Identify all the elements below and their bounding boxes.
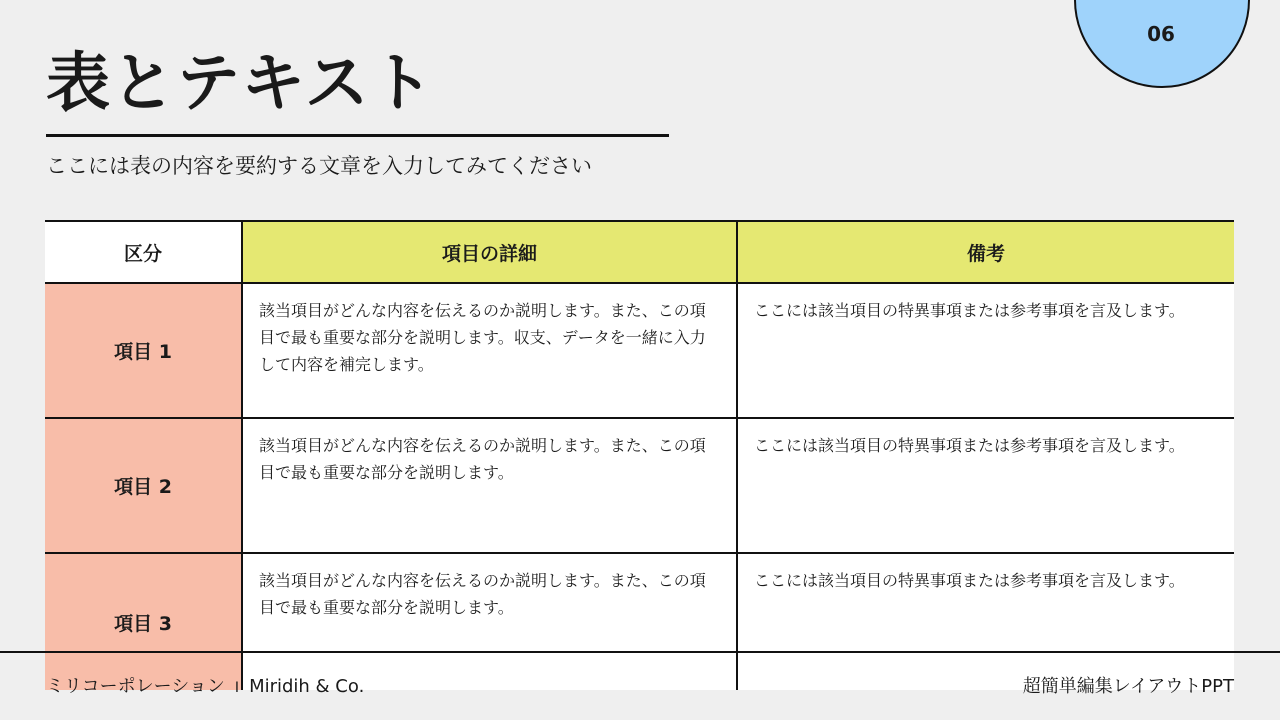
footer-separator: I	[234, 680, 240, 696]
row-category: 項目 1	[45, 283, 242, 418]
header-detail: 項目の詳細	[242, 221, 737, 283]
page-number: 06	[1147, 22, 1175, 46]
row-detail: 該当項目がどんな内容を伝えるのか説明します。また、この項目で最も重要な部分を説明します。	[242, 418, 737, 553]
company-name-en: Miridih & Co.	[249, 676, 365, 697]
row-detail: 該当項目がどんな内容を伝えるのか説明します。また、この項目で最も重要な部分を説明します。	[242, 553, 737, 690]
header-category: 区分	[45, 221, 242, 283]
company-name-jp: ミリコーポレーション	[46, 676, 225, 697]
slide-subtitle: ここには表の内容を要約する文章を入力してみてください	[46, 154, 592, 178]
footer-tagline: 超簡単編集レイアウトPPT	[1022, 676, 1234, 697]
table-row	[45, 418, 1234, 553]
row-note: ここには該当項目の特異事項または参考事項を言及します。	[737, 418, 1234, 553]
slide-title: 表とテキスト	[46, 47, 435, 121]
row-note: ここには該当項目の特異事項または参考事項を言及します。	[737, 553, 1234, 690]
table-row	[45, 283, 1234, 418]
row-note: ここには該当項目の特異事項または参考事項を言及します。	[737, 283, 1234, 418]
footer-company	[46, 674, 364, 701]
row-category: 項目 2	[45, 418, 242, 553]
row-detail: 該当項目がどんな内容を伝えるのか説明します。また、この項目で最も重要な部分を説明します。収支、データを一緒に入力して内容を補完します。	[242, 283, 737, 418]
row-category: 項目 3	[45, 553, 242, 690]
table-header-row	[45, 221, 1234, 283]
title-underline	[46, 134, 669, 137]
header-note: 備考	[737, 221, 1234, 283]
table-row	[45, 553, 1234, 690]
footer-divider	[0, 651, 1280, 653]
content-table	[45, 220, 1234, 690]
